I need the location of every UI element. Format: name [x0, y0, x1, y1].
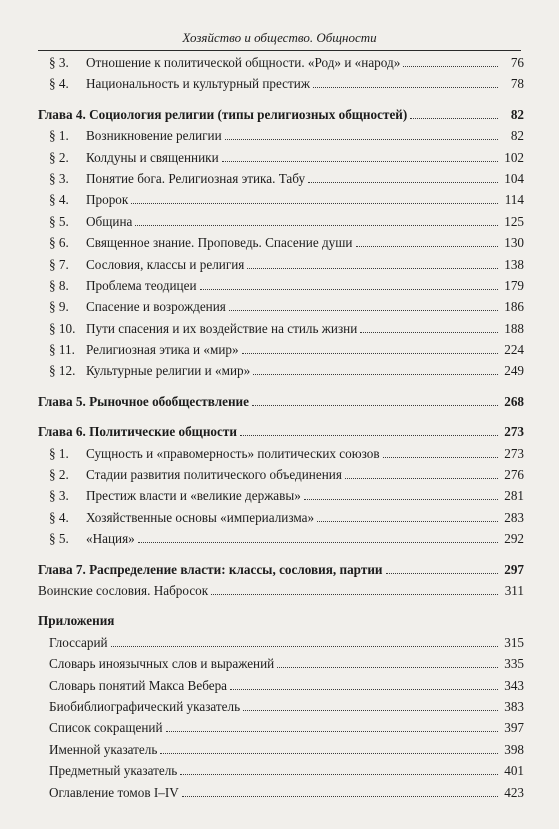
entry-title: Воинские сословия. Набросок: [38, 582, 209, 598]
section-number: § 5.: [49, 531, 69, 547]
page-number: 315: [504, 634, 524, 650]
dot-leader: [182, 796, 498, 797]
chapter-title: Глава 6. Политические общности: [38, 424, 237, 440]
section-number: § 11.: [49, 342, 75, 358]
entry-title: Культурные религии и «мир»: [86, 363, 251, 379]
page-number: 297: [504, 561, 524, 577]
section-number: § 8.: [49, 277, 69, 293]
toc-appendix-row[interactable]: [38, 678, 524, 699]
toc-entry-row[interactable]: [38, 363, 524, 384]
dot-leader: [131, 203, 498, 204]
toc-entry-row[interactable]: [38, 192, 524, 213]
dot-leader: [243, 710, 498, 711]
entry-title: Понятие бога. Религиозная этика. Табу: [86, 170, 306, 186]
toc-chapter-row[interactable]: [38, 562, 524, 583]
page-number: 104: [504, 170, 524, 186]
toc-entry-row[interactable]: [38, 342, 524, 363]
entry-title: Религиозная этика и «мир»: [86, 342, 239, 358]
dot-leader: [225, 139, 498, 140]
toc-entry-row[interactable]: [38, 299, 524, 320]
entry-title: Биобиблиографический указатель: [49, 698, 241, 714]
page-number: 130: [504, 235, 524, 251]
page-number: 186: [504, 299, 524, 315]
entry-title: Колдуны и священники: [86, 149, 219, 165]
dot-leader: [166, 731, 498, 732]
entry-title: «Нация»: [86, 531, 135, 547]
entry-title: Глоссарий: [49, 634, 108, 650]
dot-leader: [135, 225, 498, 226]
chapter-title: Глава 4. Социология религии (типы религиозных общностей): [38, 106, 408, 122]
entry-title: Община: [86, 213, 133, 229]
dot-leader: [111, 646, 498, 647]
section-number: § 2.: [49, 149, 69, 165]
page-number: 82: [510, 128, 524, 144]
toc-chapters: [38, 55, 524, 604]
dot-leader: [138, 542, 498, 543]
dot-leader: [317, 521, 498, 522]
page-number: 76: [510, 55, 524, 70]
toc-chapter-row[interactable]: [38, 424, 524, 445]
page-number: 283: [504, 509, 524, 525]
page-number: 249: [504, 363, 524, 379]
section-number: § 4.: [49, 509, 69, 525]
entry-title: Хозяйственные основы «империализма»: [86, 509, 315, 525]
toc-appendix-row[interactable]: [38, 720, 524, 741]
entry-title: Словарь понятий Макса Вебера: [49, 677, 228, 693]
dot-leader: [403, 66, 498, 67]
section-number: § 3.: [49, 170, 69, 186]
toc-entry-row[interactable]: [38, 510, 524, 531]
section-number: § 5.: [49, 213, 69, 229]
chapter-title: Глава 7. Распределение власти: классы, сословия, партии: [38, 561, 383, 577]
dot-leader: [160, 753, 498, 754]
entry-title: Сущность и «правомерность» политических союзов: [86, 445, 380, 461]
entry-title: Спасение и возрождения: [86, 299, 226, 315]
dot-leader: [247, 268, 498, 269]
page-number: 343: [504, 677, 524, 693]
page-number: 102: [504, 149, 524, 165]
running-head: Хозяйство и общество. Общности: [182, 30, 377, 45]
page-number: 224: [504, 342, 524, 358]
dot-leader: [229, 310, 498, 311]
section-number: § 6.: [49, 235, 69, 251]
page-number: 335: [504, 656, 524, 672]
dot-leader: [252, 405, 498, 406]
dot-leader: [313, 87, 498, 88]
page-number: 138: [504, 256, 524, 272]
section-number: § 7.: [49, 256, 69, 272]
entry-title: Оглавление томов I–IV: [49, 784, 179, 800]
dot-leader: [308, 182, 498, 183]
entry-title: Словарь иноязычных слов и выражений: [49, 656, 275, 672]
toc-chapter-row[interactable]: [38, 107, 524, 128]
page-number: 311: [504, 582, 524, 598]
toc-appendix-row[interactable]: [38, 635, 524, 656]
entry-title: Возникновение религии: [86, 128, 222, 144]
dot-leader: [230, 689, 498, 690]
section-number: § 3.: [49, 55, 69, 70]
toc-appendix-row[interactable]: [38, 742, 524, 763]
entry-title: Пророк: [86, 192, 129, 208]
toc-entry-row[interactable]: [38, 446, 524, 467]
toc-appendix-list: [38, 635, 524, 806]
page-number: 268: [504, 393, 524, 409]
chapter-title: Глава 5. Рыночное обобществление: [38, 393, 250, 409]
dot-leader: [410, 118, 498, 119]
toc-entry-row[interactable]: [38, 150, 524, 171]
toc-entry-row[interactable]: [38, 488, 524, 509]
toc-entry-row[interactable]: [38, 128, 524, 149]
header-rule: [38, 50, 521, 51]
page-number: 273: [504, 424, 524, 440]
toc-entry-row[interactable]: [38, 55, 524, 76]
dot-leader: [242, 353, 498, 354]
table-of-contents: [38, 55, 524, 806]
page-number: 383: [504, 698, 524, 714]
toc-appendix-row[interactable]: [38, 785, 524, 806]
page-number: 273: [504, 445, 524, 461]
dot-leader: [211, 594, 498, 595]
section-number: § 4.: [49, 192, 69, 208]
section-number: § 2.: [49, 467, 69, 483]
entry-title: Престиж власти и «великие державы»: [86, 488, 301, 504]
toc-entry-row[interactable]: [38, 257, 524, 278]
page-number: 114: [504, 192, 524, 208]
page-number: 423: [504, 784, 524, 800]
toc-entry-row[interactable]: [38, 214, 524, 235]
entry-title: Сословия, классы и религия: [86, 256, 245, 272]
toc-chapter-row[interactable]: [38, 394, 524, 415]
page-number: 179: [504, 277, 524, 293]
dot-leader: [345, 478, 498, 479]
toc-entry-row[interactable]: [38, 278, 524, 299]
appendix-heading: Приложения: [38, 613, 115, 629]
page-number: 397: [504, 720, 524, 736]
page-number: 276: [504, 467, 524, 483]
entry-title: Список сокращений: [49, 720, 163, 736]
toc-entry-row[interactable]: [38, 171, 524, 192]
toc-entry-row[interactable]: [38, 235, 524, 256]
page-number: 188: [504, 320, 524, 336]
dot-leader: [277, 667, 498, 668]
page-number: 281: [504, 488, 524, 504]
entry-title: Проблема теодицеи: [86, 277, 197, 293]
toc-entry-row[interactable]: [38, 321, 524, 342]
toc-entry-row[interactable]: [38, 583, 524, 604]
toc-appendix-row[interactable]: [38, 763, 524, 784]
page-number: 78: [510, 76, 524, 92]
entry-title: Национальность и культурный престиж: [86, 76, 310, 92]
dot-leader: [240, 435, 498, 436]
toc-entry-row[interactable]: [38, 531, 524, 552]
section-number: § 9.: [49, 299, 69, 315]
page-number: 292: [504, 531, 524, 547]
section-number: § 3.: [49, 488, 69, 504]
entry-title: Священное знание. Проповедь. Спасение души: [86, 235, 353, 251]
entry-title: Предметный указатель: [49, 763, 178, 779]
section-number: § 1.: [49, 128, 69, 144]
page-number: 125: [504, 213, 524, 229]
dot-leader: [304, 499, 498, 500]
entry-title: Пути спасения и их воздействие на стиль жизни: [86, 320, 358, 336]
toc-appendix-row[interactable]: [38, 656, 524, 677]
dot-leader: [180, 774, 498, 775]
page-number: 82: [510, 106, 524, 122]
page-number: 401: [504, 763, 524, 779]
entry-title: Стадии развития политического объединения: [86, 467, 342, 483]
dot-leader: [386, 573, 498, 574]
section-number: § 4.: [49, 76, 69, 92]
dot-leader: [200, 289, 499, 290]
dot-leader: [356, 246, 499, 247]
page-number: 398: [504, 741, 524, 757]
entry-title: Отношение к политической общности. «Род» и «народ»: [86, 55, 401, 70]
entry-title: Именной указатель: [49, 741, 158, 757]
section-number: § 1.: [49, 445, 69, 461]
dot-leader: [360, 332, 498, 333]
toc-entry-row[interactable]: [38, 76, 524, 97]
section-number: § 12.: [49, 363, 76, 379]
toc-entry-row[interactable]: [38, 467, 524, 488]
section-number: § 10.: [49, 320, 76, 336]
toc-appendix-row[interactable]: [38, 699, 524, 720]
dot-leader: [222, 161, 498, 162]
dot-leader: [383, 457, 498, 458]
dot-leader: [253, 374, 498, 375]
